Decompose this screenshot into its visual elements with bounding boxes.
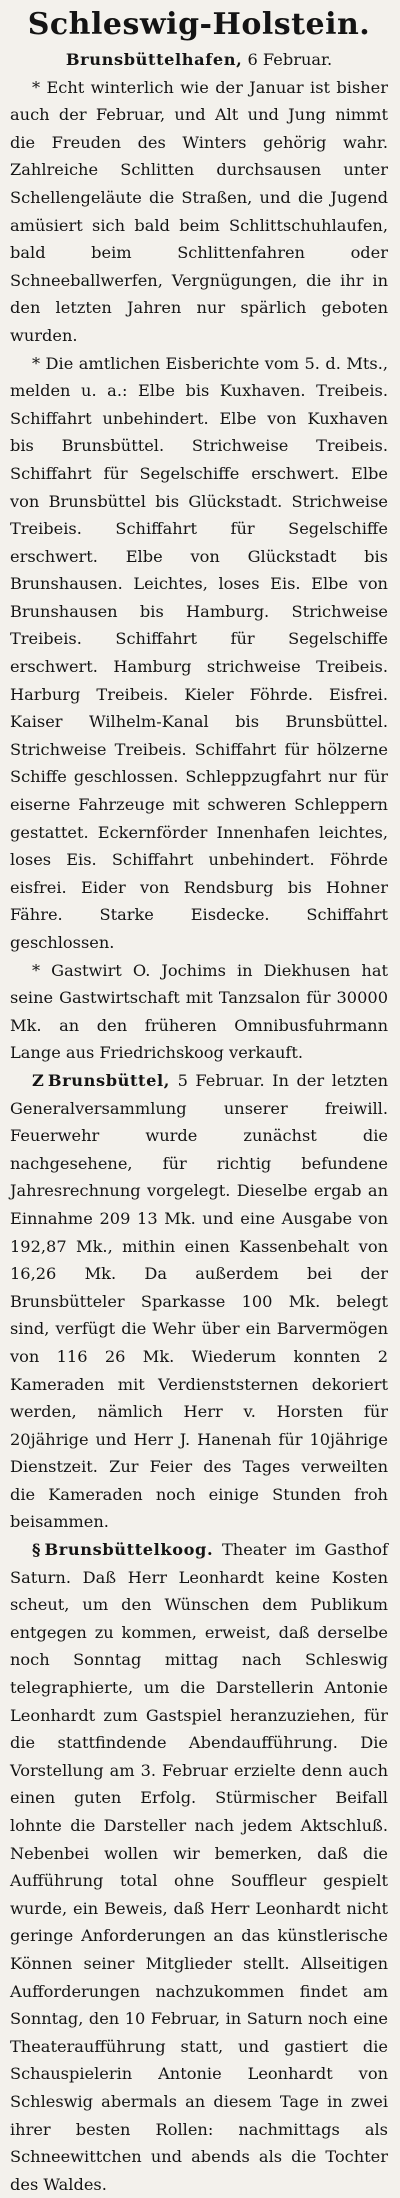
article-paragraph <box>10 1536 388 2198</box>
dateline-place: Brunsbüttelhafen, <box>65 50 243 69</box>
dateline-date: 5 Februar. <box>177 1070 265 1090</box>
dateline-place: Brunsbüttelkoog. <box>44 1540 214 1560</box>
article-brunsbuettelhafen <box>10 46 388 1067</box>
article-marker: § <box>32 1540 41 1560</box>
article-brunsbuettel <box>10 1067 388 1536</box>
article-marker: Z <box>32 1070 44 1090</box>
article-paragraph <box>10 1067 388 1536</box>
article-paragraph: * Die amtlichen Eisberichte vom 5. d. Mts., melden u. a.: Elbe bis Kuxhaven. Treibeis. Schiffahrt unbehindert. Elbe von Kuxhaven bis Brunsbüttel. Strichweise Treibeis. Schiffahrt für Segelschiffe erschwert. Elbe von Brunsbüttel bis Glückstadt. Strichweise Treibeis. Schiffahrt für Segelschiffe erschwert. Elbe von Glückstadt bis Brunshausen. Leichtes, loses Eis. Elbe von Brunshausen bis Hamburg. Strichweise Treibeis. Schiffahrt für Segelschiffe erschwert. Hamburg strichweise Treibeis. Harburg Treibeis. Kieler Föhrde. Eisfrei. Kaiser Wilhelm-Kanal bis Brunsbüttel. Strichweise Treibeis. Schiffahrt für hölzerne Schiffe geschlossen. Schleppzugfahrt nur für eiserne Fahrzeuge mit schweren Schleppern gestattet. Eckernförder Innenhafen leichtes, loses Eis. Schiffahrt unbehindert. Föhrde eisfrei. Eider von Rendsburg bis Hohner Fähre. Starke Eisdecke. Schiffahrt geschlossen. <box>10 353 388 952</box>
article-body-text: In der letzten Generalversammlung unserer freiwill. Feuerwehr wurde zunächst die nachgesehene, für richtig befundene Jahresrechnung vorgelegt. Dieselbe ergab an Einnahme 209 13 Mk. und eine Ausgabe von 192,87 Mk., mithin einen Kassenbehalt von 16,26 Mk. Da außerdem bei der Brunsbütteler Sparkasse 100 Mk. belegt sind, verfügt die Wehr über ein Barvermögen von 116 26 Mk. Wiederum konnten 2 Kameraden mit Verdienststernen dekoriert werden, nämlich Herr v. Horsten für 20jährige und Herr J. Hanenah für 10jährige Dienstzeit. Zur Feier des Tages verweilten die Kameraden noch einige Stunden froh beisammen. <box>10 1070 388 1532</box>
article-paragraph: * Gastwirt O. Jochims in Diekhusen hat seine Gastwirtschaft mit Tanzsalon für 30000 Mk. an den früheren Omnibusfuhrmann Lange aus Friedrichskoog verkauft. <box>10 960 388 1063</box>
section-heading: Schleswig-Holstein. <box>27 7 371 42</box>
article-brunsbuettelkoog <box>10 1536 388 2198</box>
article-lead-paragraph <box>10 46 388 74</box>
article-paragraph: * Echt winterlich wie der Januar ist bisher auch der Februar, und Alt und Jung nimmt die Freuden des Winters gehörig wahr. Zahlreiche Schlitten durchsausen unter Schellengeläute die Straßen, und die Jugend amüsiert sich bald beim Schlittschuhlaufen, bald beim Schlittenfahren oder Schneeballwerfen, Vergnügungen, die ihr in den letzten Jahren nur spärlich geboten wurden. <box>10 77 388 345</box>
dateline-date: 6 Februar. <box>247 50 333 69</box>
dateline-place: Brunsbüttel, <box>47 1070 171 1090</box>
article-body-text: Theater im Gasthof Saturn. Daß Herr Leonhardt keine Kosten scheut, um den Wünschen dem Publikum entgegen zu kommen, erweist, daß derselbe noch Sonntag mittag nach Schleswig telegraphierte, um die Darstellerin Antonie Leonhardt zum Gastspiel heranzuziehen, für die stattfindende Abendaufführung. Die Vorstellung am 3. Februar erzielte denn auch einen guten Erfolg. Stürmischer Beifall lohnte die Darsteller nach jedem Aktschluß. Nebenbei wollen wir bemerken, daß die Aufführung total ohne Souffleur gespielt wurde, ein Beweis, daß Herr Leonhardt nicht geringe Anforderungen an das künstlerische Können seiner Mitglieder stellt. Allseitigen Aufforderungen nachzukommen findet am Sonntag, den 10 Februar, in Saturn noch eine Theateraufführung statt, und gastiert die Schauspielerin Antonie Leonhardt von Schleswig abermals an diesem Tage in zwei ihrer besten Rollen: nachmittags als Schneewittchen und abends als die Tochter des Waldes. <box>10 1540 388 2194</box>
